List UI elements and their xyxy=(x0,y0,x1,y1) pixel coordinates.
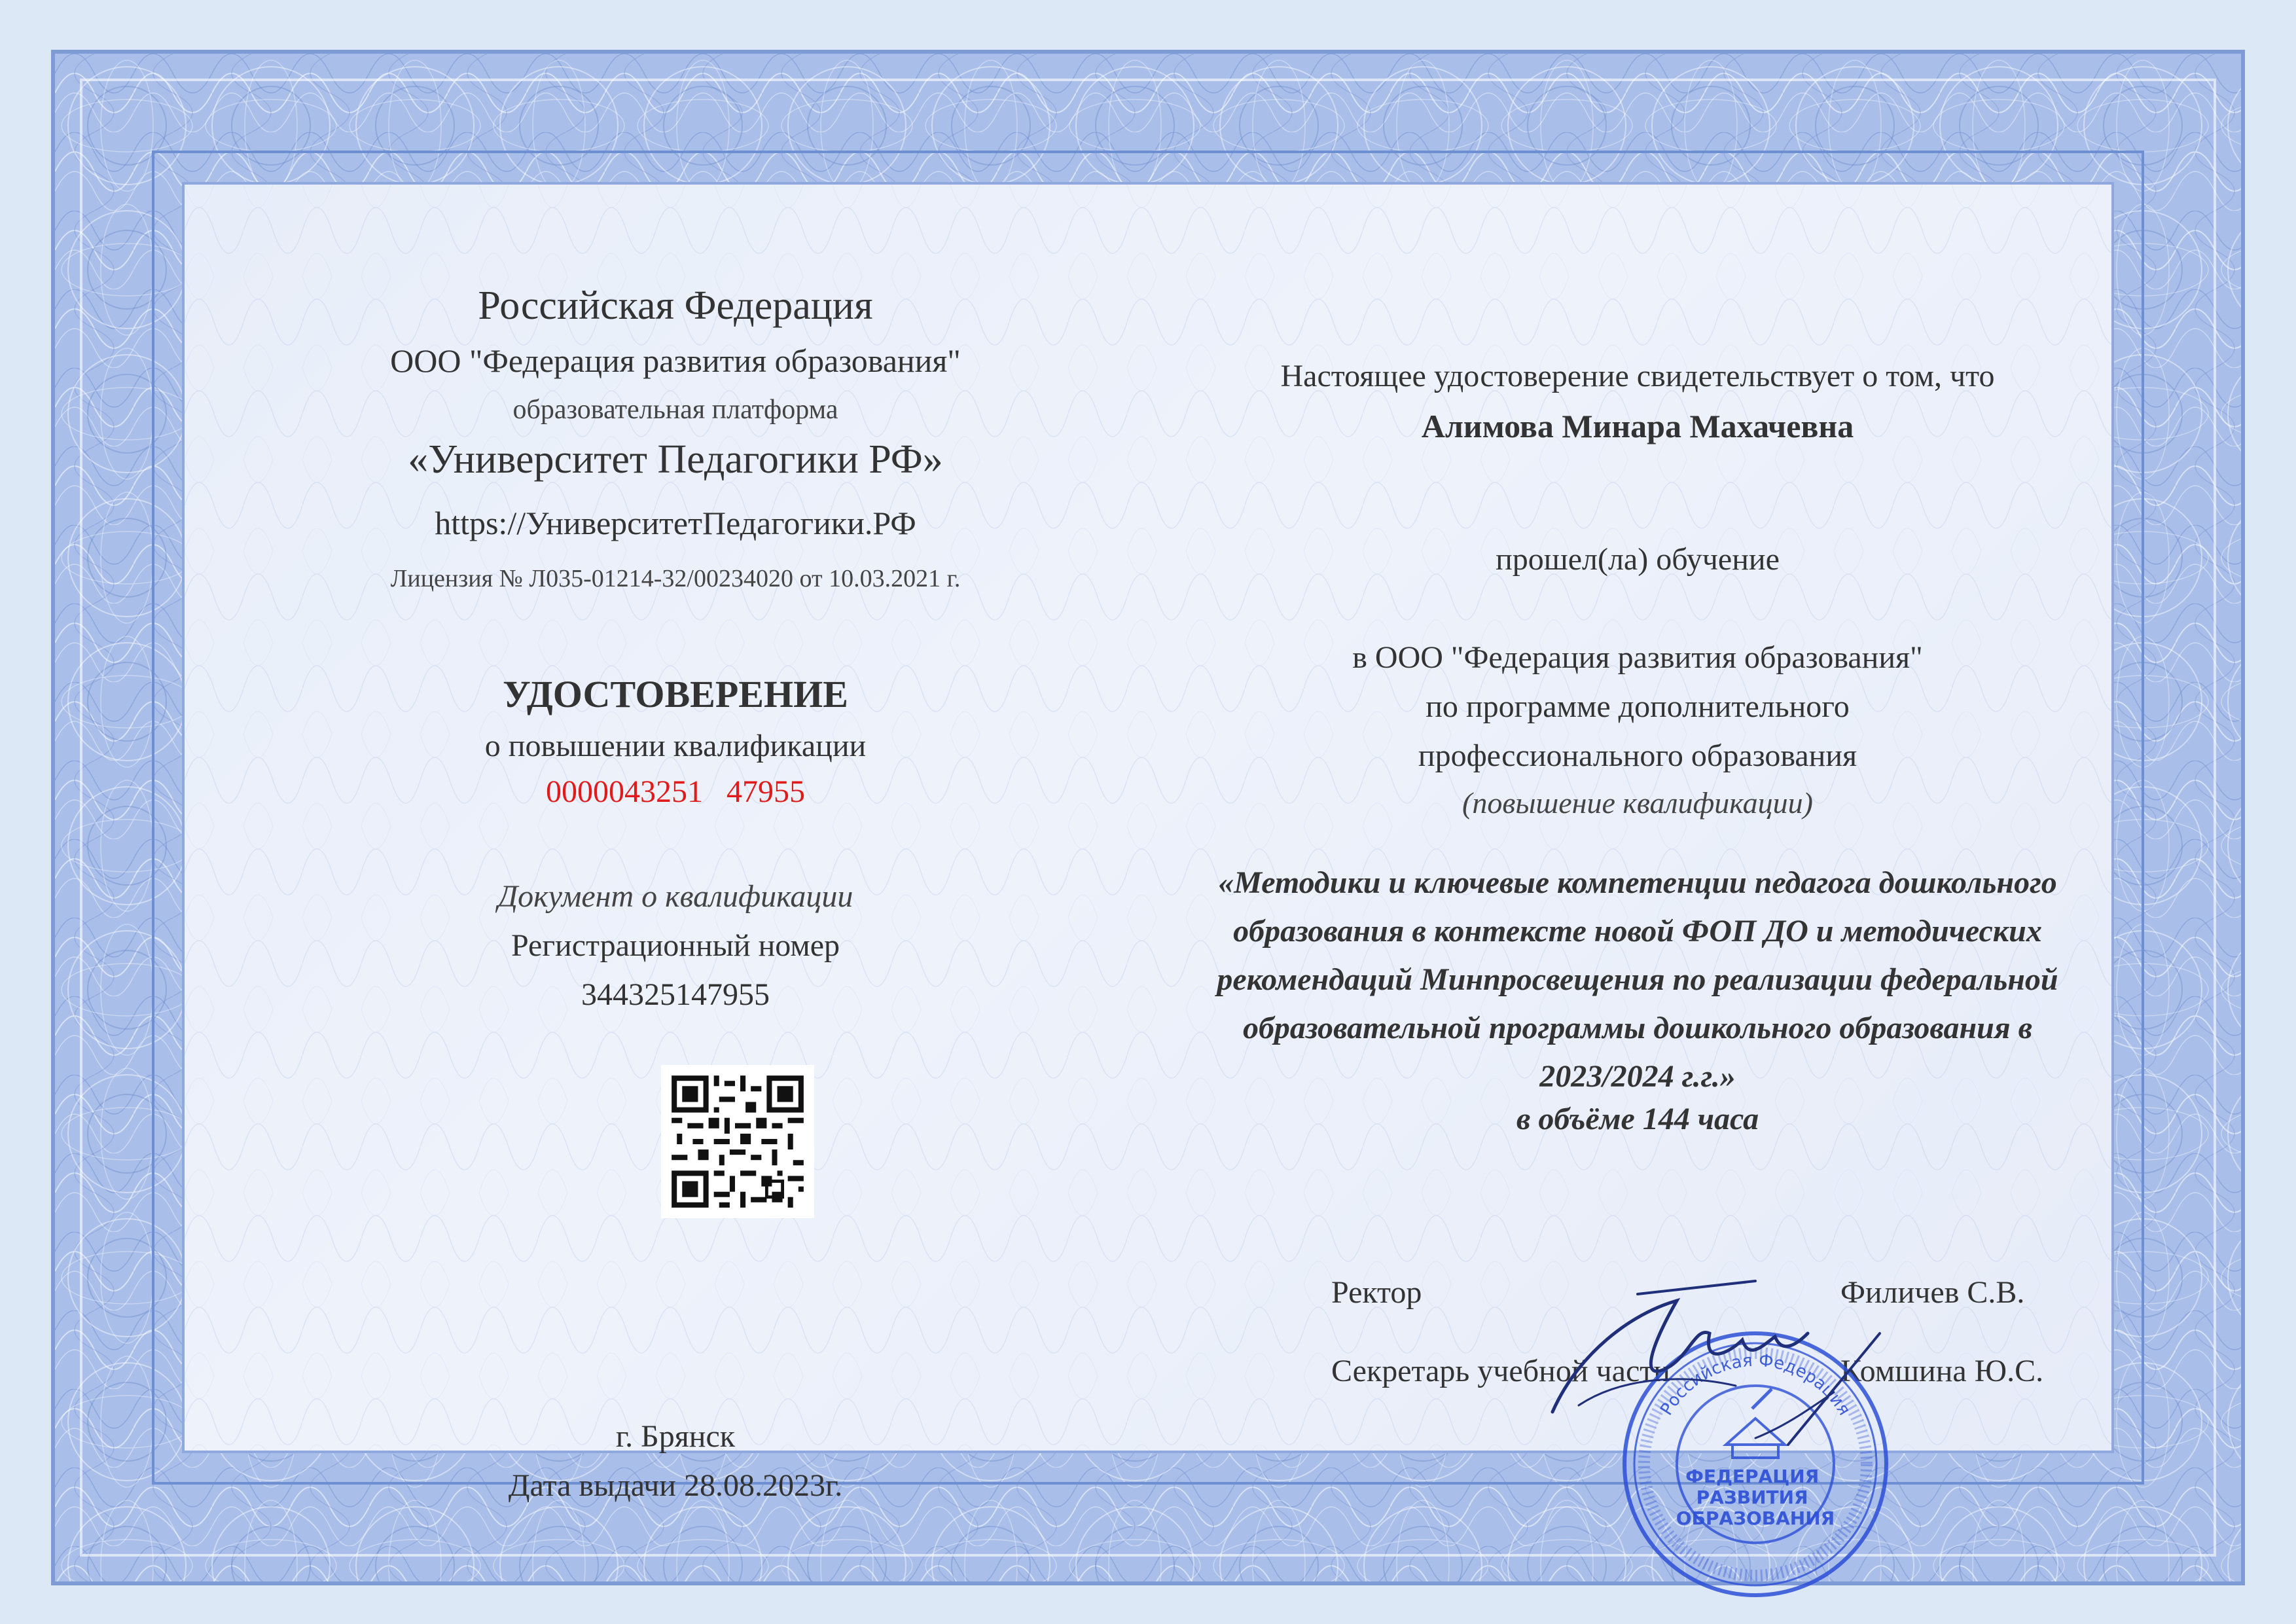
certificate-frame xyxy=(51,50,2245,1585)
qr-code[interactable] xyxy=(661,1065,814,1218)
left-column xyxy=(237,185,1114,1503)
program-type: (повышение квалификации) xyxy=(1462,786,1813,820)
rector-name: Филичев С.В. xyxy=(1840,1275,2025,1310)
person-name: Алимова Минара Махачевна xyxy=(1421,408,1854,444)
certificate-body xyxy=(182,182,2114,1529)
website-url: https://УниверситетПедагогики.РФ xyxy=(435,505,916,541)
organization-name: ООО "Федерация развития образования" xyxy=(390,342,961,379)
registration-number: 344325147955 xyxy=(581,977,770,1012)
document-number: 0000043251 47955 xyxy=(546,774,805,809)
rector-signature xyxy=(1539,1274,1906,1458)
certifies-text: Настоящее удостоверение свидетельствует о том, что xyxy=(1280,359,1995,393)
license-info: Лицензия № Л035-01214-32/00234020 от 10.03.2021 г. xyxy=(390,565,961,592)
city: г. Брянск xyxy=(615,1419,736,1454)
program-line-1: по программе дополнительного xyxy=(1426,689,1850,724)
right-column xyxy=(1179,185,2096,1451)
registration-label: Регистрационный номер xyxy=(511,928,840,963)
svg-text:ФЕДЕРАЦИЯ РАЗВИТИЯ: ФЕДЕРАЦИЯ РАЗВИТИЯ ОБРАЗОВАНИЯ xyxy=(1676,1466,1835,1529)
svg-text:Российская Федерация: Российская Федерация xyxy=(1657,1350,1854,1419)
secretary-label: Секретарь учебной части xyxy=(1331,1354,1670,1388)
course-hours: в объёме 144 часа xyxy=(1516,1102,1759,1136)
training-organization: в ООО "Федерация развития образования" xyxy=(1352,640,1923,675)
university-name: «Университет Педагогики РФ» xyxy=(408,437,943,482)
program-line-2: профессионального образования xyxy=(1418,738,1857,773)
qualification-doc-label: Документ о квалификации xyxy=(497,879,853,914)
issue-date: Дата выдачи 28.08.2023г. xyxy=(508,1468,843,1503)
document-title: УДОСТОВЕРЕНИЕ xyxy=(503,673,848,715)
document-subtitle: о повышении квалификации xyxy=(484,729,867,763)
trained-text: прошел(ла) обучение xyxy=(1496,542,1780,577)
country-name: Российская Федерация xyxy=(478,283,873,328)
course-title: «Методики и ключевые компетенции педагога дошкольного образования в контексте новой ФОП ДО и методических рекомендаций Минпросвещения по реализации федеральной образовательной программы дошкольного образования в 2023/2024 г.г.» xyxy=(1217,865,2058,1094)
rector-label: Ректор xyxy=(1331,1275,1422,1310)
secretary-name: Комшина Ю.С. xyxy=(1840,1354,2044,1388)
platform-label: образовательная платформа xyxy=(512,395,838,425)
